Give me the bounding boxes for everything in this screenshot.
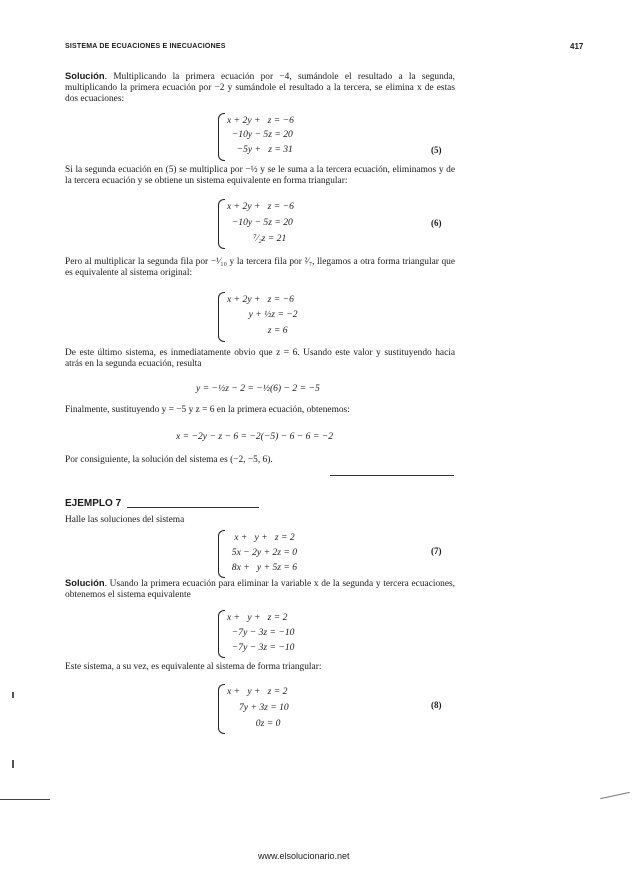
left-brace bbox=[218, 684, 225, 734]
equivalent-system bbox=[218, 610, 388, 658]
equation-system-5 bbox=[218, 113, 388, 161]
solution-text: . Multiplicando la primera ecuación por −4, sumándole el resultado a la segunda, multiplicando la primera ecuación por −2 y sumándole el resultado a la tercera, se elimina x de estas dos ecuaciones: bbox=[65, 72, 455, 104]
equation-line: y + ½z = −2 bbox=[227, 309, 298, 320]
equation-tag-8: (8) bbox=[431, 700, 442, 710]
scan-artifact-dot bbox=[12, 692, 14, 698]
example-title: EJEMPLO 7 bbox=[65, 498, 122, 509]
equation-tag-7: (7) bbox=[431, 546, 442, 556]
equation-line: ⁷⁄₂z = 21 bbox=[227, 233, 287, 244]
equation-tag-5: (5) bbox=[431, 145, 442, 155]
equation-line: x + y + z = 2 bbox=[227, 686, 288, 697]
equation-system-6 bbox=[218, 199, 388, 249]
running-header: SISTEMA DE ECUACIONES E INECUACIONES bbox=[65, 43, 226, 50]
section-rule bbox=[330, 475, 454, 476]
equation-line: 8x + y + 5z = 6 bbox=[227, 562, 298, 573]
equation-x: x = −2y − z − 6 = −2(−5) − 6 − 6 = −2 bbox=[176, 431, 334, 442]
left-brace bbox=[218, 113, 225, 161]
equation-system-8 bbox=[218, 684, 388, 734]
equation-line: 7y + 3z = 10 bbox=[227, 702, 289, 713]
equation-line: 5x − 2y + 2z = 0 bbox=[227, 547, 298, 558]
equation-line: −7y − 3z = −10 bbox=[227, 627, 295, 638]
equation-line: x + y + z = 2 bbox=[227, 612, 288, 623]
solution-text: . Usando la primera ecuación para eliminar la variable x de la segunda y tercera ecuaciones, obtenemos el sistema equivalente bbox=[65, 579, 455, 600]
paragraph-8: Este sistema, a su vez, es equivalente al sistema de forma triangular: bbox=[65, 662, 322, 672]
solution-label: Solución bbox=[65, 70, 105, 81]
equation-tag-6: (6) bbox=[431, 218, 442, 228]
equation-line: −10y − 5z = 20 bbox=[227, 217, 293, 228]
equation-system-7 bbox=[218, 530, 388, 578]
equation-line: −5y + z = 31 bbox=[227, 144, 293, 155]
left-brace bbox=[218, 530, 225, 578]
scan-artifact-mark bbox=[600, 792, 630, 799]
equation-line: x + 2y + z = −6 bbox=[227, 294, 294, 305]
solution-label: Solución bbox=[65, 577, 105, 588]
equation-line: x + 2y + z = −6 bbox=[227, 201, 294, 212]
scan-artifact-line bbox=[0, 799, 50, 800]
paragraph-4: De este último sistema, es inmediatamente obvio que z = 6. Usando este valor y sustituyendo hacia atrás en la segunda ecuación, resulta bbox=[65, 348, 455, 369]
equation-line: −10y − 5z = 20 bbox=[227, 129, 293, 140]
example-title-rule bbox=[127, 507, 259, 508]
equation-line: 0z = 0 bbox=[227, 718, 281, 729]
footer-url: www.elsolucionario.net bbox=[258, 851, 350, 861]
left-brace bbox=[218, 610, 225, 658]
equation-line: z = 6 bbox=[227, 325, 288, 336]
solution-paragraph-2 bbox=[65, 577, 455, 601]
paragraph-2: Si la segunda ecuación en (5) se multiplica por −½ y se le suma a la tercera ecuación, eliminamos y de la tercera ecuación y se obtiene un sistema equivalente en forma triangular: bbox=[65, 165, 455, 186]
solution-paragraph-1 bbox=[65, 70, 455, 105]
scan-artifact-dot bbox=[12, 760, 14, 768]
paragraph-3: Pero al multiplicar la segunda fila por −¹⁄₁₀ y la tercera fila por ²⁄₇, llegamos a otra forma triangular que es equivalente al sistema original: bbox=[65, 257, 455, 278]
equation-line: −7y − 3z = −10 bbox=[227, 642, 295, 653]
page-number: 417 bbox=[570, 42, 584, 51]
equation-line: x + y + z = 2 bbox=[227, 532, 295, 543]
triangular-system bbox=[218, 292, 388, 342]
paragraph-6: Por consiguiente, la solución del sistema es (−2, −5, 6). bbox=[65, 455, 273, 465]
equation-line: x + 2y + z = −6 bbox=[227, 115, 294, 126]
left-brace bbox=[218, 199, 225, 249]
left-brace bbox=[218, 292, 225, 342]
equation-y: y = −½z − 2 = −½(6) − 2 = −5 bbox=[196, 383, 320, 394]
paragraph-5: Finalmente, sustituyendo y = −5 y z = 6 en la primera ecuación, obtenemos: bbox=[65, 405, 350, 415]
example-prompt: Halle las soluciones del sistema bbox=[65, 515, 185, 525]
